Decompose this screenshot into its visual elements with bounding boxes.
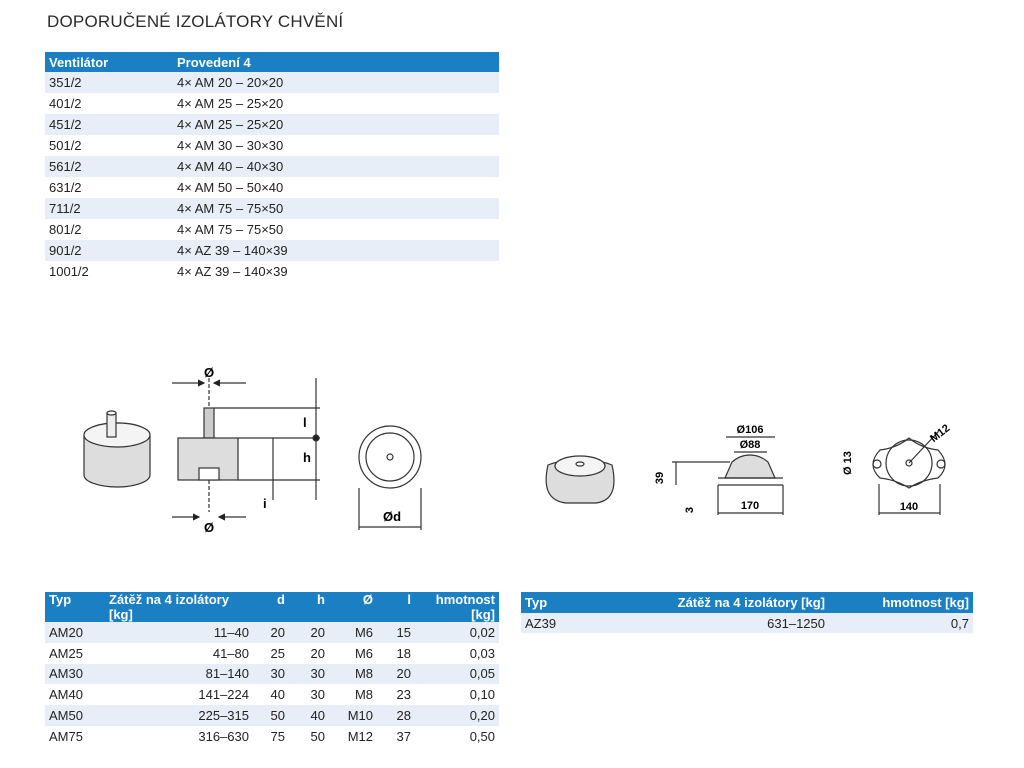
am-isolator-3d-drawing bbox=[84, 411, 150, 487]
table-row bbox=[45, 726, 499, 747]
table-cell: 20 bbox=[253, 622, 289, 643]
az-d106-label: Ø106 bbox=[736, 424, 764, 436]
table-row bbox=[521, 613, 973, 633]
table-cell: 23 bbox=[396, 687, 411, 703]
column-header-diameter: Ø bbox=[329, 592, 377, 622]
az-t3-label: 3 bbox=[684, 506, 696, 514]
az-d13-label: Ø 13 bbox=[842, 451, 854, 475]
am-top-diameter-label: Ø bbox=[203, 365, 215, 380]
table-cell: 631/2 bbox=[49, 180, 82, 195]
table-cell: M8 bbox=[354, 687, 373, 703]
am-isolator-table bbox=[45, 592, 499, 747]
table-cell: 1001/2 bbox=[49, 264, 89, 279]
table-cell: 451/2 bbox=[45, 114, 173, 135]
table-cell: 225–315 bbox=[105, 705, 253, 726]
table-cell: 351/2 bbox=[45, 72, 173, 93]
table-cell: 25 bbox=[270, 645, 285, 661]
table-cell: 901/2 bbox=[45, 240, 173, 261]
am-l-label: l bbox=[303, 415, 307, 430]
table-cell: 401/2 bbox=[49, 96, 82, 111]
column-header-provedeni: Provedení 4 bbox=[173, 52, 499, 72]
table-cell: 4× AM 30 – 30×30 bbox=[177, 138, 284, 153]
column-header-h: h bbox=[289, 592, 329, 622]
az-isolator-3d-drawing bbox=[546, 456, 614, 503]
table-cell: 801/2 bbox=[49, 222, 82, 237]
am-isolator-side-drawing bbox=[172, 378, 320, 517]
table-cell: 561/2 bbox=[45, 156, 173, 177]
column-header-l: l bbox=[377, 592, 415, 622]
page-title: DOPORUČENÉ IZOLÁTORY CHVĚNÍ bbox=[47, 12, 344, 31]
az-isolator-table bbox=[521, 592, 973, 633]
table-cell: M12 bbox=[347, 728, 373, 744]
table-cell: 0,10 bbox=[469, 687, 495, 703]
az-w170-label: 170 bbox=[740, 500, 760, 512]
column-header-zatez: Zátěž na 4 izolátory [kg] bbox=[649, 592, 829, 613]
table-cell: AM75 bbox=[49, 728, 83, 744]
table-cell: 316–630 bbox=[198, 728, 249, 744]
table-cell: AM40 bbox=[49, 687, 83, 703]
table-cell: 711/2 bbox=[45, 198, 173, 219]
table-row bbox=[45, 664, 499, 685]
table-cell: M6 bbox=[329, 622, 377, 643]
table-cell: 50 bbox=[253, 705, 289, 726]
table-cell: M10 bbox=[329, 705, 377, 726]
table-cell: 20 bbox=[310, 645, 325, 661]
table-cell: 0,05 bbox=[415, 664, 499, 685]
column-header-d: d bbox=[253, 592, 289, 622]
table-cell: 40 bbox=[270, 687, 285, 703]
table-cell: AM30 bbox=[45, 664, 105, 685]
table-cell: 18 bbox=[396, 645, 411, 661]
table-row bbox=[45, 684, 499, 705]
table-cell: AM20 bbox=[45, 622, 105, 643]
az-h39-label: 39 bbox=[654, 471, 666, 485]
am-bottom-diameter-label: Ø bbox=[203, 520, 215, 535]
table-cell: 41–80 bbox=[212, 645, 249, 661]
table-cell: 4× AM 20 – 20×20 bbox=[173, 72, 499, 93]
table-cell: 30 bbox=[289, 664, 329, 685]
column-header-ventilator: Ventilátor bbox=[45, 52, 173, 72]
column-header-hmotnost: hmotnost [kg] bbox=[829, 592, 973, 613]
table-cell: 4× AM 25 – 25×20 bbox=[173, 114, 499, 135]
table-cell: 0,50 bbox=[469, 728, 495, 744]
table-cell: 0,02 bbox=[415, 622, 499, 643]
table-cell: 631–1250 bbox=[649, 613, 829, 633]
column-header-typ: Typ bbox=[521, 592, 649, 613]
table-cell: 4× AZ 39 – 140×39 bbox=[177, 264, 288, 279]
table-cell: AM25 bbox=[49, 645, 83, 661]
table-header-row bbox=[521, 592, 973, 613]
table-cell: 50 bbox=[310, 728, 325, 744]
table-cell: M6 bbox=[354, 645, 373, 661]
am-i-label: i bbox=[263, 496, 267, 511]
am-od-label: Ød bbox=[382, 509, 402, 524]
table-cell: 141–224 bbox=[198, 687, 249, 703]
table-cell: 15 bbox=[377, 622, 415, 643]
table-cell: 75 bbox=[270, 728, 285, 744]
table-cell: AZ39 bbox=[521, 613, 649, 633]
table-cell: 28 bbox=[377, 705, 415, 726]
table-cell: 4× AM 75 – 75×50 bbox=[173, 198, 499, 219]
az-m12-label: M12 bbox=[928, 422, 953, 445]
table-cell: 81–140 bbox=[105, 664, 253, 685]
az-d88-label: Ø88 bbox=[739, 439, 761, 451]
table-cell: 30 bbox=[310, 687, 325, 703]
table-cell: M8 bbox=[329, 664, 377, 685]
table-cell: 4× AM 40 – 40×30 bbox=[173, 156, 499, 177]
table-cell: 501/2 bbox=[49, 138, 82, 153]
table-cell: 37 bbox=[396, 728, 411, 744]
table-cell: 4× AZ 39 – 140×39 bbox=[173, 240, 499, 261]
table-row bbox=[45, 705, 499, 726]
az-w140-label: 140 bbox=[899, 501, 919, 513]
table-header-row bbox=[45, 592, 499, 622]
table-row bbox=[45, 643, 499, 664]
az-isolator-side-drawing bbox=[672, 437, 783, 515]
table-cell: 0,03 bbox=[469, 645, 495, 661]
table-cell: 20 bbox=[289, 622, 329, 643]
table-cell: 20 bbox=[377, 664, 415, 685]
table-cell: 11–40 bbox=[105, 622, 253, 643]
column-header-typ: Typ bbox=[45, 592, 105, 622]
am-h-label: h bbox=[303, 450, 311, 465]
table-cell: 40 bbox=[289, 705, 329, 726]
table-cell: 0,20 bbox=[415, 705, 499, 726]
table-cell: 4× AM 25 – 25×20 bbox=[177, 96, 284, 111]
table-cell: 30 bbox=[253, 664, 289, 685]
table-cell: 4× AM 75 – 75×50 bbox=[177, 222, 284, 237]
table-row bbox=[45, 622, 499, 643]
table-cell: 0,7 bbox=[829, 613, 973, 633]
table-cell: AM50 bbox=[45, 705, 105, 726]
column-header-zatez: Zátěž na 4 izolátory [kg] bbox=[105, 592, 253, 622]
table-cell: 4× AM 50 – 50×40 bbox=[177, 180, 284, 195]
column-header-hmotnost: hmotnost [kg] bbox=[415, 592, 499, 622]
